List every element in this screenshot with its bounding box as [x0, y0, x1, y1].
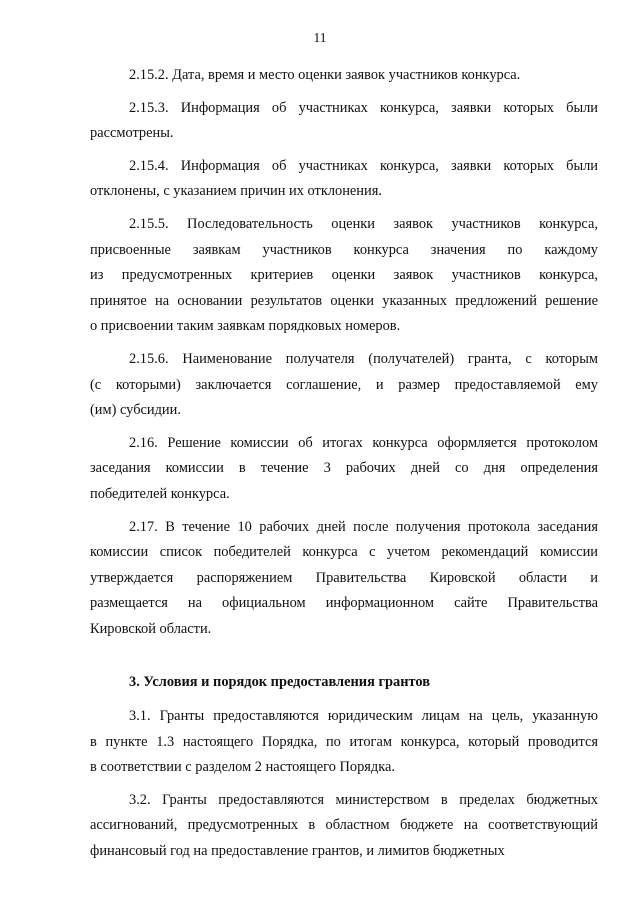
paragraph-line: рассмотрены.: [90, 125, 174, 142]
paragraph: [90, 212, 598, 340]
page-number: 11: [313, 30, 327, 45]
paragraph-line: (с которыми) заключается соглашение, и размер предоставляемой ему: [90, 376, 598, 393]
paragraph: [90, 63, 598, 89]
paragraph-line: принятое на основании результатов оценки указанных предложений решение: [90, 292, 598, 309]
paragraph-line: присвоенные заявкам участников конкурса значения по каждому: [90, 241, 598, 258]
section-3-paragraphs: [90, 704, 598, 865]
paragraph: [90, 96, 598, 147]
document-body: [90, 63, 598, 872]
section-heading: 3. Условия и порядок предоставления грантов: [129, 674, 430, 691]
paragraph-line: размещается на официальном информационном сайте Правительства: [90, 595, 598, 612]
paragraph: [90, 704, 598, 781]
paragraph-line: (им) субсидии.: [90, 402, 181, 419]
paragraph: [90, 431, 598, 508]
paragraph-line: 2.15.2. Дата, время и место оценки заявок участников конкурса.: [129, 67, 521, 83]
paragraph-line: победителей конкурса.: [90, 485, 230, 502]
paragraph-line: Кировской области.: [90, 620, 212, 637]
paragraph-line: о присвоении таким заявкам порядковых номеров.: [90, 318, 401, 335]
paragraph-line: 3.2. Гранты предоставляются министерством в пределах бюджетных: [129, 791, 598, 808]
paragraph-line: в соответствии с разделом 2 настоящего Порядка.: [90, 759, 396, 776]
paragraph-line: 2.17. В течение 10 рабочих дней после получения протокола заседания: [129, 518, 598, 535]
paragraph: [90, 515, 598, 643]
paragraph: [90, 347, 598, 424]
paragraph-line: финансовый год на предоставление грантов, и лимитов бюджетных: [90, 843, 505, 860]
paragraph-line: отклонены, с указанием причин их отклонения.: [90, 183, 382, 200]
paragraph-line: в пункте 1.3 настоящего Порядка, по итогам конкурса, который проводится: [90, 733, 598, 750]
paragraph-line: 2.16. Решение комиссии об итогах конкурса оформляется протоколом: [129, 434, 598, 451]
paragraph: [90, 154, 598, 205]
paragraph-line: утверждается распоряжением Правительства Кировской области и: [90, 569, 598, 586]
section-2-paragraphs: [90, 63, 598, 642]
paragraph-line: из предусмотренных критериев оценки заявок участников конкурса,: [90, 267, 598, 284]
paragraph: [90, 788, 598, 865]
paragraph-line: комиссии список победителей конкурса с учетом рекомендаций комиссии: [90, 544, 598, 561]
paragraph-line: 2.15.5. Последовательность оценки заявок участников конкурса,: [129, 215, 598, 232]
paragraph-line: 2.15.3. Информация об участниках конкурса, заявки которых были: [129, 99, 598, 116]
paragraph-line: 3.1. Гранты предоставляются юридическим лицам на цель, указанную: [129, 708, 598, 725]
paragraph-line: заседания комиссии в течение 3 рабочих дней со дня определения: [90, 460, 598, 477]
paragraph-line: ассигнований, предусмотренных в областном бюджете на соответствующий: [90, 817, 598, 834]
paragraph-line: 2.15.6. Наименование получателя (получателей) гранта, с которым: [129, 350, 598, 367]
paragraph-line: 2.15.4. Информация об участниках конкурса, заявки которых были: [129, 157, 598, 174]
